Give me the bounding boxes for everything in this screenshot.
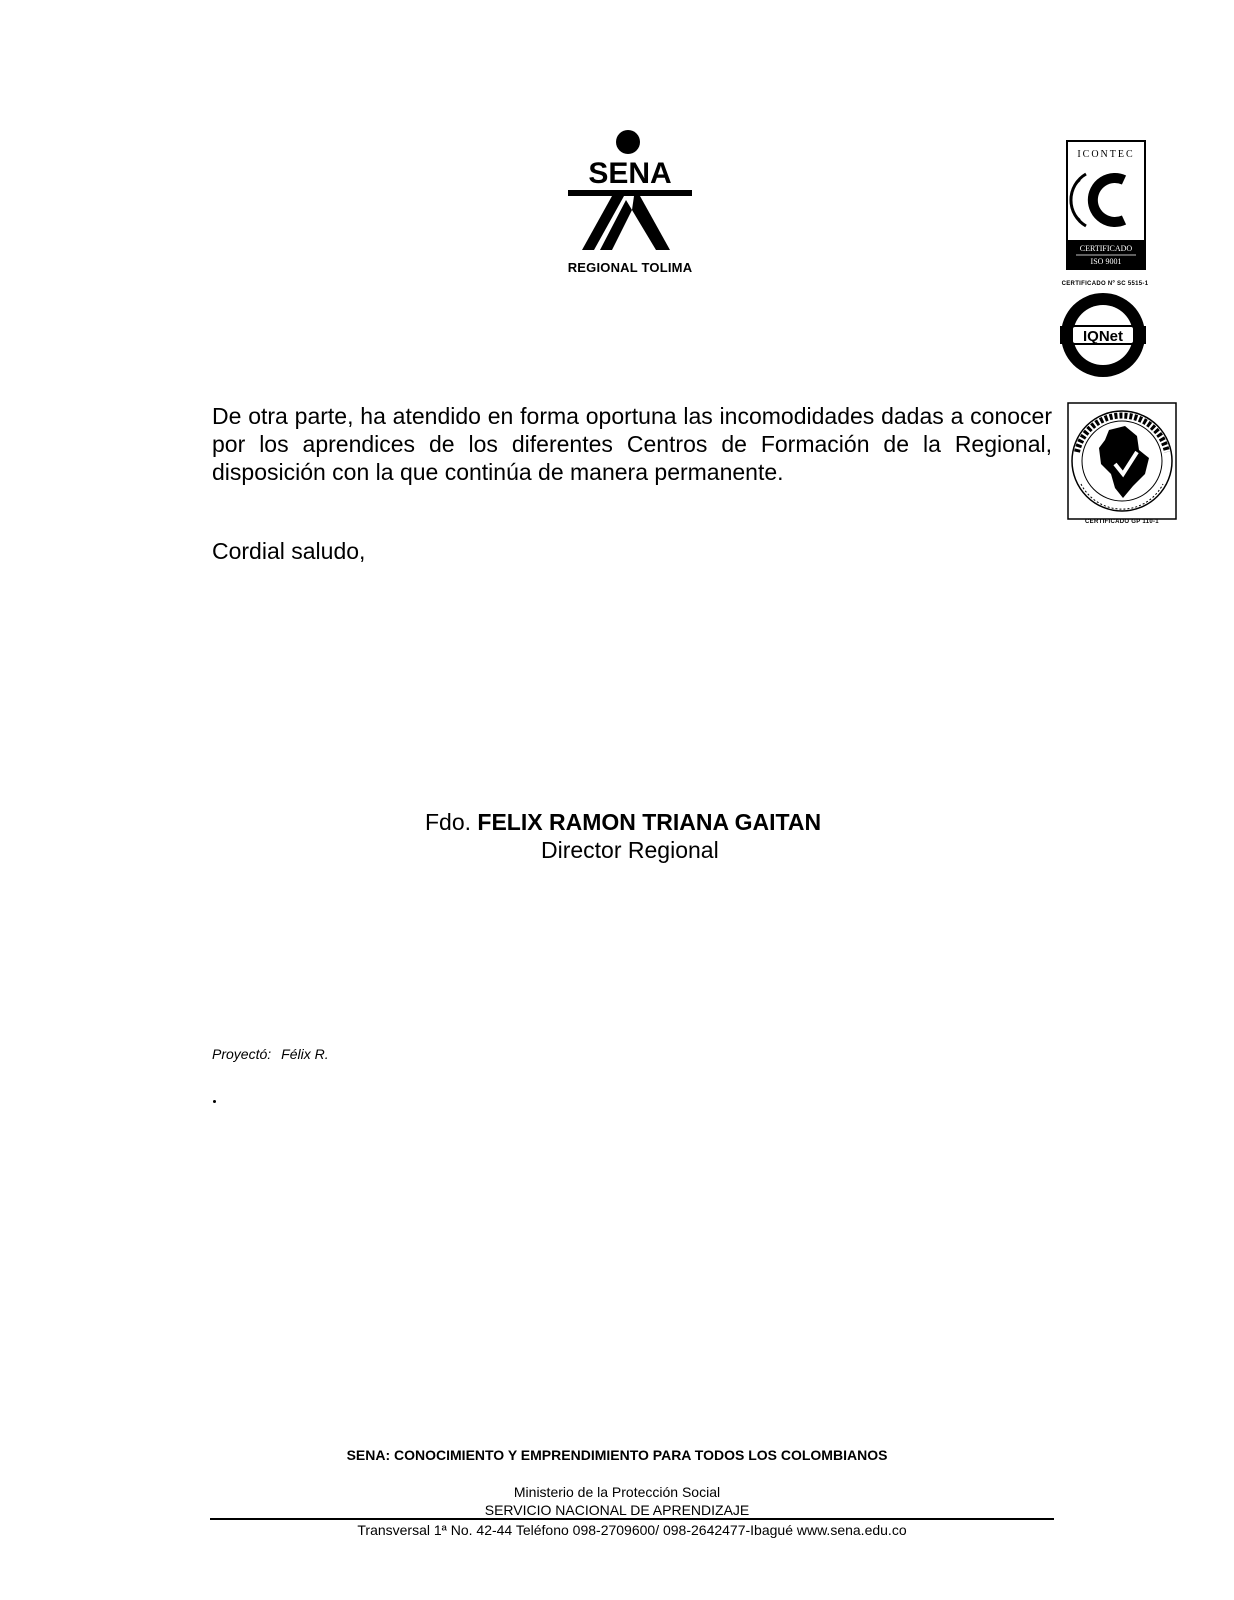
signature-prefix: Fdo. — [425, 809, 472, 835]
icontec-seal-icon — [1066, 140, 1146, 270]
sena-logo-text: SENA — [588, 157, 672, 190]
signatory-name: FELIX RAMON TRIANA GAITAN — [477, 809, 822, 835]
body-paragraph: De otra parte, ha atendido en forma oportuna las incomodidades dadas a conocer por los aprendices de los diferentes Centros de Formación de la Regional, disposición con la que continúa de manera permanente. — [212, 403, 1052, 485]
prepared-by — [212, 1046, 329, 1062]
signatory-title: Director Regional — [541, 837, 719, 863]
prepared-by-label: Proyectó: — [212, 1046, 272, 1062]
footer-address: Transversal 1ª No. 42-44 Teléfono 098-2709600/ 098-2642477-Ibagué www.sena.edu.co — [357, 1522, 907, 1538]
svg-text:IQNet: IQNet — [1082, 328, 1124, 345]
svg-text:CERTIFICADO: CERTIFICADO — [1079, 244, 1133, 253]
footer-service: SERVICIO NACIONAL DE APRENDIZAJE — [484, 1502, 750, 1518]
icontec-certificate-number: CERTIFICADO Nº SC 5515-1 — [1061, 281, 1149, 287]
footer-divider — [210, 1518, 1054, 1520]
iqnet-seal — [1058, 290, 1148, 380]
svg-text:ISO 9001: ISO 9001 — [1090, 257, 1122, 266]
signature-block — [425, 808, 821, 864]
bullet-dot — [213, 1100, 216, 1103]
gp-certificate-number: CERTIFICADO GP 110-1 — [1085, 519, 1159, 525]
sena-logo-icon — [560, 128, 700, 258]
iqnet-seal-icon — [1058, 290, 1148, 380]
footer-ministry: Ministerio de la Protección Social — [513, 1484, 721, 1500]
footer-slogan: SENA: CONOCIMIENTO Y EMPRENDIMIENTO PARA TODOS LOS COLOMBIANOS — [346, 1447, 888, 1463]
region-label: REGIONAL TOLIMA — [567, 260, 693, 275]
icontec-seal — [1066, 140, 1146, 270]
prepared-by-author: Félix R. — [281, 1046, 329, 1062]
closing-salutation: Cordial saludo, — [212, 538, 366, 564]
gp-seal — [1067, 402, 1177, 520]
svg-text:ICONTEC: ICONTEC — [1077, 149, 1135, 160]
sena-logo — [560, 128, 700, 278]
colombia-map-seal-icon — [1067, 402, 1177, 520]
